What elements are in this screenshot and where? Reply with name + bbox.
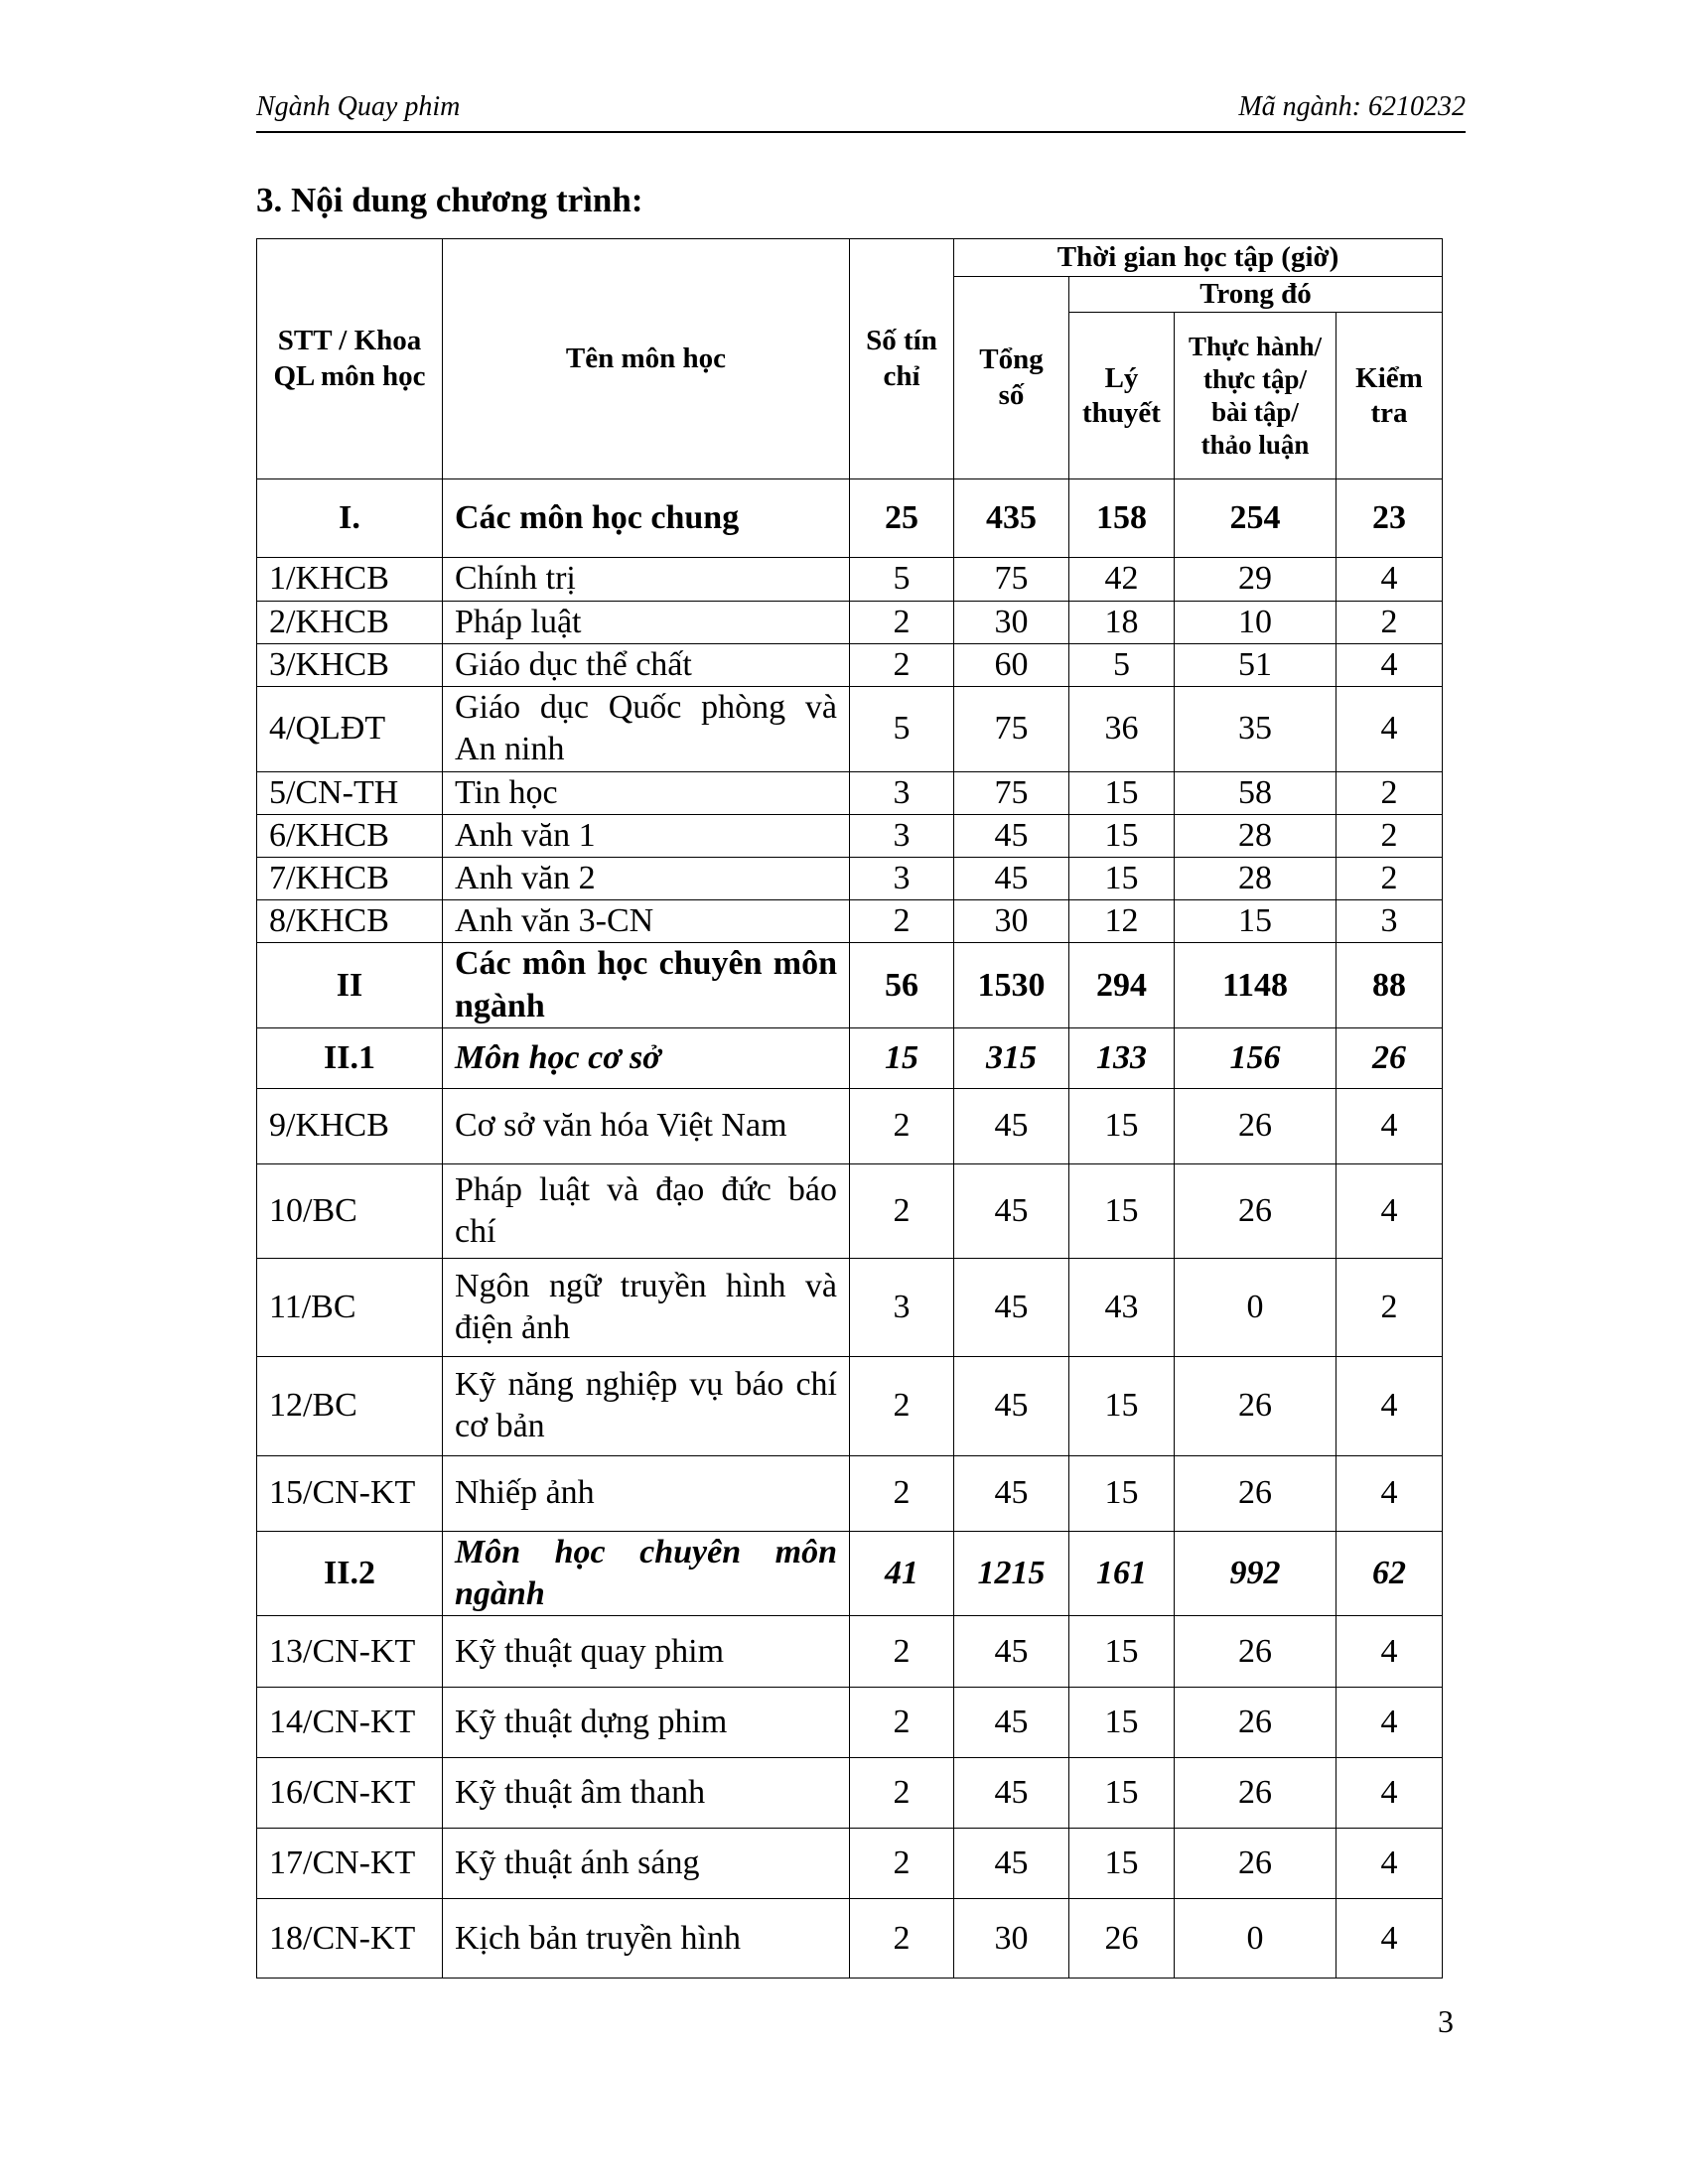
header-theory: Lý thuyết	[1069, 313, 1175, 479]
subgroup-row	[257, 1531, 1443, 1615]
course-code-cell: 15/CN-KT	[257, 1455, 443, 1531]
table-row	[257, 1758, 1443, 1829]
credits-cell: 5	[850, 558, 954, 601]
theory-hours-cell: 43	[1069, 1258, 1175, 1356]
theory-hours-cell: 36	[1069, 686, 1175, 771]
table-row	[257, 601, 1443, 643]
theory-hours-cell: 294	[1069, 943, 1175, 1027]
page-number: 3	[1438, 2003, 1454, 2039]
practice-hours-cell: 26	[1175, 1829, 1336, 1899]
subgroup-row	[257, 1027, 1443, 1088]
course-code-cell: 5/CN-TH	[257, 771, 443, 814]
theory-hours-cell: 18	[1069, 601, 1175, 643]
total-hours-cell: 45	[954, 1688, 1069, 1758]
table-header	[257, 239, 1443, 479]
header-program-code: Mã ngành: 6210232	[1238, 91, 1466, 122]
header-practice: Thực hành/ thực tập/ bài tập/ thảo luận	[1175, 313, 1336, 479]
table-row	[257, 900, 1443, 943]
total-hours-cell: 45	[954, 815, 1069, 858]
course-name-cell: Pháp luật và đạo đức báo chí	[443, 1163, 850, 1258]
exam-hours-cell: 2	[1336, 601, 1443, 643]
course-code-cell: II.1	[257, 1027, 443, 1088]
course-name-cell: Các môn học chuyên môn ngành	[443, 943, 850, 1027]
course-code-cell: 11/BC	[257, 1258, 443, 1356]
table-row	[257, 1163, 1443, 1258]
course-code-cell: 8/KHCB	[257, 900, 443, 943]
total-hours-cell: 45	[954, 1088, 1069, 1163]
theory-hours-cell: 15	[1069, 1088, 1175, 1163]
course-name-cell: Anh văn 3-CN	[443, 900, 850, 943]
exam-hours-cell: 4	[1336, 1163, 1443, 1258]
exam-hours-cell: 2	[1336, 858, 1443, 900]
theory-hours-cell: 15	[1069, 1616, 1175, 1688]
credits-cell: 2	[850, 1899, 954, 1979]
practice-hours-cell: 26	[1175, 1356, 1336, 1455]
course-code-cell: 2/KHCB	[257, 601, 443, 643]
header-program-name: Ngành Quay phim	[256, 91, 461, 122]
credits-cell: 25	[850, 479, 954, 558]
exam-hours-cell: 4	[1336, 686, 1443, 771]
exam-hours-cell: 2	[1336, 771, 1443, 814]
course-name-cell: Giáo dục thể chất	[443, 643, 850, 686]
credits-cell: 3	[850, 771, 954, 814]
course-name-cell: Giáo dục Quốc phòng và An ninh	[443, 686, 850, 771]
credits-cell: 2	[850, 1758, 954, 1829]
course-name-cell: Ngôn ngữ truyền hình và điện ảnh	[443, 1258, 850, 1356]
table-row	[257, 771, 1443, 814]
total-hours-cell: 45	[954, 1829, 1069, 1899]
theory-hours-cell: 15	[1069, 771, 1175, 814]
page-header	[256, 91, 1466, 133]
exam-hours-cell: 88	[1336, 943, 1443, 1027]
theory-hours-cell: 15	[1069, 1163, 1175, 1258]
course-name-cell: Môn học chuyên môn ngành	[443, 1531, 850, 1615]
theory-hours-cell: 133	[1069, 1027, 1175, 1088]
total-hours-cell: 30	[954, 1899, 1069, 1979]
practice-hours-cell: 28	[1175, 815, 1336, 858]
course-name-cell: Kỹ thuật âm thanh	[443, 1758, 850, 1829]
credits-cell: 3	[850, 858, 954, 900]
practice-hours-cell: 26	[1175, 1455, 1336, 1531]
group-row	[257, 943, 1443, 1027]
exam-hours-cell: 4	[1336, 643, 1443, 686]
course-code-cell: II.2	[257, 1531, 443, 1615]
exam-hours-cell: 62	[1336, 1531, 1443, 1615]
exam-hours-cell: 4	[1336, 1356, 1443, 1455]
exam-hours-cell: 2	[1336, 815, 1443, 858]
credits-cell: 2	[850, 900, 954, 943]
total-hours-cell: 60	[954, 643, 1069, 686]
course-name-cell: Kỹ thuật dựng phim	[443, 1688, 850, 1758]
course-code-cell: 13/CN-KT	[257, 1616, 443, 1688]
table-row	[257, 1088, 1443, 1163]
exam-hours-cell: 3	[1336, 900, 1443, 943]
program-content-table	[256, 238, 1443, 1979]
theory-hours-cell: 158	[1069, 479, 1175, 558]
total-hours-cell: 75	[954, 771, 1069, 814]
course-name-cell: Kỹ thuật ánh sáng	[443, 1829, 850, 1899]
course-name-cell: Tin học	[443, 771, 850, 814]
theory-hours-cell: 15	[1069, 1688, 1175, 1758]
credits-cell: 2	[850, 1356, 954, 1455]
table-row	[257, 1455, 1443, 1531]
credits-cell: 15	[850, 1027, 954, 1088]
header-total: Tổng số	[954, 277, 1069, 479]
exam-hours-cell: 4	[1336, 1688, 1443, 1758]
practice-hours-cell: 1148	[1175, 943, 1336, 1027]
credits-cell: 2	[850, 1616, 954, 1688]
course-name-cell: Nhiếp ảnh	[443, 1455, 850, 1531]
course-name-cell: Anh văn 1	[443, 815, 850, 858]
exam-hours-cell: 4	[1336, 1758, 1443, 1829]
total-hours-cell: 45	[954, 1356, 1069, 1455]
table-row	[257, 815, 1443, 858]
credits-cell: 2	[850, 643, 954, 686]
header-exam: Kiểm tra	[1336, 313, 1443, 479]
practice-hours-cell: 26	[1175, 1088, 1336, 1163]
total-hours-cell: 45	[954, 1163, 1069, 1258]
course-code-cell: 4/QLĐT	[257, 686, 443, 771]
theory-hours-cell: 26	[1069, 1899, 1175, 1979]
course-code-cell: 1/KHCB	[257, 558, 443, 601]
header-stt: STT / Khoa QL môn học	[257, 239, 443, 479]
course-name-cell: Môn học cơ sở	[443, 1027, 850, 1088]
practice-hours-cell: 26	[1175, 1688, 1336, 1758]
credits-cell: 56	[850, 943, 954, 1027]
header-course-name: Tên môn học	[443, 239, 850, 479]
credits-cell: 3	[850, 1258, 954, 1356]
exam-hours-cell: 4	[1336, 558, 1443, 601]
practice-hours-cell: 26	[1175, 1758, 1336, 1829]
credits-cell: 2	[850, 1688, 954, 1758]
practice-hours-cell: 26	[1175, 1616, 1336, 1688]
practice-hours-cell: 10	[1175, 601, 1336, 643]
table-row	[257, 558, 1443, 601]
table-row	[257, 1258, 1443, 1356]
table-row	[257, 1616, 1443, 1688]
course-code-cell: 18/CN-KT	[257, 1899, 443, 1979]
practice-hours-cell: 26	[1175, 1163, 1336, 1258]
table-row	[257, 1356, 1443, 1455]
credits-cell: 2	[850, 1088, 954, 1163]
credits-cell: 3	[850, 815, 954, 858]
practice-hours-cell: 51	[1175, 643, 1336, 686]
course-code-cell: I.	[257, 479, 443, 558]
total-hours-cell: 45	[954, 1455, 1069, 1531]
total-hours-cell: 45	[954, 858, 1069, 900]
total-hours-cell: 315	[954, 1027, 1069, 1088]
theory-hours-cell: 12	[1069, 900, 1175, 943]
exam-hours-cell: 23	[1336, 479, 1443, 558]
credits-cell: 2	[850, 1455, 954, 1531]
course-code-cell: 14/CN-KT	[257, 1688, 443, 1758]
course-name-cell: Kịch bản truyền hình	[443, 1899, 850, 1979]
total-hours-cell: 435	[954, 479, 1069, 558]
practice-hours-cell: 28	[1175, 858, 1336, 900]
table-row	[257, 1899, 1443, 1979]
total-hours-cell: 1530	[954, 943, 1069, 1027]
credits-cell: 2	[850, 1829, 954, 1899]
table-row	[257, 858, 1443, 900]
credits-cell: 2	[850, 1163, 954, 1258]
exam-hours-cell: 4	[1336, 1616, 1443, 1688]
table-row	[257, 686, 1443, 771]
exam-hours-cell: 4	[1336, 1829, 1443, 1899]
table-body	[257, 479, 1443, 1979]
course-code-cell: II	[257, 943, 443, 1027]
course-name-cell: Kỹ năng nghiệp vụ báo chí cơ bản	[443, 1356, 850, 1455]
course-code-cell: 12/BC	[257, 1356, 443, 1455]
credits-cell: 5	[850, 686, 954, 771]
table-row	[257, 643, 1443, 686]
total-hours-cell: 45	[954, 1258, 1069, 1356]
exam-hours-cell: 4	[1336, 1088, 1443, 1163]
course-code-cell: 17/CN-KT	[257, 1829, 443, 1899]
course-code-cell: 7/KHCB	[257, 858, 443, 900]
practice-hours-cell: 35	[1175, 686, 1336, 771]
course-name-cell: Pháp luật	[443, 601, 850, 643]
total-hours-cell: 30	[954, 601, 1069, 643]
total-hours-cell: 45	[954, 1616, 1069, 1688]
course-name-cell: Anh văn 2	[443, 858, 850, 900]
group-row	[257, 479, 1443, 558]
course-code-cell: 6/KHCB	[257, 815, 443, 858]
header-credits: Số tín chỉ	[850, 239, 954, 479]
theory-hours-cell: 5	[1069, 643, 1175, 686]
exam-hours-cell: 2	[1336, 1258, 1443, 1356]
table-row	[257, 1829, 1443, 1899]
theory-hours-cell: 15	[1069, 1455, 1175, 1531]
credits-cell: 41	[850, 1531, 954, 1615]
course-name-cell: Kỹ thuật quay phim	[443, 1616, 850, 1688]
exam-hours-cell: 26	[1336, 1027, 1443, 1088]
practice-hours-cell: 29	[1175, 558, 1336, 601]
course-name-cell: Cơ sở văn hóa Việt Nam	[443, 1088, 850, 1163]
theory-hours-cell: 15	[1069, 1356, 1175, 1455]
practice-hours-cell: 15	[1175, 900, 1336, 943]
course-code-cell: 16/CN-KT	[257, 1758, 443, 1829]
total-hours-cell: 1215	[954, 1531, 1069, 1615]
course-code-cell: 3/KHCB	[257, 643, 443, 686]
course-code-cell: 9/KHCB	[257, 1088, 443, 1163]
theory-hours-cell: 15	[1069, 815, 1175, 858]
exam-hours-cell: 4	[1336, 1899, 1443, 1979]
practice-hours-cell: 0	[1175, 1258, 1336, 1356]
course-name-cell: Các môn học chung	[443, 479, 850, 558]
header-study-time: Thời gian học tập (giờ)	[954, 239, 1443, 277]
total-hours-cell: 45	[954, 1758, 1069, 1829]
total-hours-cell: 75	[954, 558, 1069, 601]
practice-hours-cell: 58	[1175, 771, 1336, 814]
header-of-which: Trong đó	[1069, 277, 1443, 313]
total-hours-cell: 30	[954, 900, 1069, 943]
course-name-cell: Chính trị	[443, 558, 850, 601]
theory-hours-cell: 15	[1069, 1758, 1175, 1829]
exam-hours-cell: 4	[1336, 1455, 1443, 1531]
practice-hours-cell: 0	[1175, 1899, 1336, 1979]
practice-hours-cell: 992	[1175, 1531, 1336, 1615]
theory-hours-cell: 161	[1069, 1531, 1175, 1615]
total-hours-cell: 75	[954, 686, 1069, 771]
practice-hours-cell: 156	[1175, 1027, 1336, 1088]
table-row	[257, 1688, 1443, 1758]
theory-hours-cell: 15	[1069, 858, 1175, 900]
theory-hours-cell: 15	[1069, 1829, 1175, 1899]
course-code-cell: 10/BC	[257, 1163, 443, 1258]
practice-hours-cell: 254	[1175, 479, 1336, 558]
section-title: 3. Nội dung chương trình:	[256, 181, 643, 219]
credits-cell: 2	[850, 601, 954, 643]
theory-hours-cell: 42	[1069, 558, 1175, 601]
